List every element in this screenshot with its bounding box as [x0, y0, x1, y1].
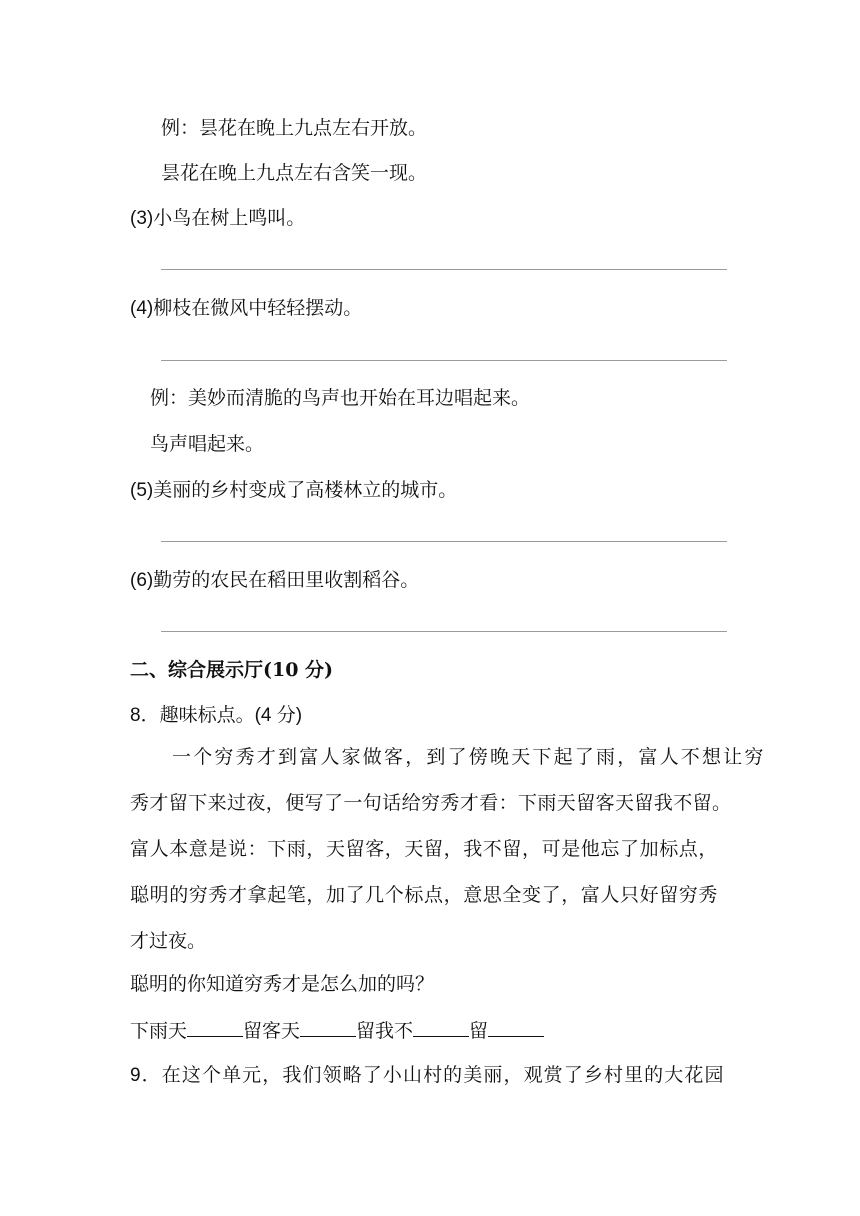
fill-text-4: 留: [469, 1020, 489, 1042]
question-number: (3): [130, 208, 154, 229]
question-text: 小鸟在树上鸣叫。: [153, 207, 306, 229]
question-9: [130, 1063, 725, 1088]
fill-blank-2[interactable]: [300, 1018, 356, 1037]
question-title: 趣味标点。: [159, 704, 255, 726]
question-text: 美丽的乡村变成了高楼林立的城市。: [153, 479, 458, 501]
example-label: 例：: [161, 117, 200, 139]
question-5: [130, 478, 457, 503]
passage-question: 聪明的你知道穷秀才是怎么加的吗？: [130, 973, 435, 995]
question-6: [130, 568, 419, 593]
example-sentence: 昙花在晚上九点左右开放。: [199, 117, 428, 139]
question-text: 勤劳的农民在稻田里收割稻谷。: [153, 569, 420, 591]
question-number: (5): [130, 480, 154, 501]
fill-blank-4[interactable]: [488, 1018, 544, 1037]
example-1-answer: 昙花在晚上九点左右含笑一现。: [161, 162, 428, 184]
example-2-answer: 鸟声唱起来。: [150, 433, 265, 455]
passage-line-3: 富人本意是说：下雨，天留客，天留，我不留，可是他忘了加标点，: [130, 838, 719, 860]
answer-line-6[interactable]: [161, 631, 727, 632]
section-heading-score: (10 分): [263, 659, 334, 681]
example-2: [150, 386, 530, 410]
section-heading-text: 二、综合展示厅: [130, 659, 264, 681]
question-number: (6): [130, 570, 154, 591]
question-score: (4 分): [254, 705, 303, 726]
passage-line-4: 聪明的穷秀才拿起笔，加了几个标点，意思全变了，富人只好留穷秀: [130, 884, 719, 906]
question-text: 柳枝在微风中轻轻摆动。: [153, 297, 363, 319]
passage-line-5: 才过夜。: [130, 930, 207, 952]
question-8: [130, 703, 302, 728]
fill-text-2: 留客天: [243, 1020, 301, 1042]
question-text: 在这个单元，我们领略了小山村的美丽，观赏了乡村里的大花园: [161, 1064, 725, 1086]
fill-blank-3[interactable]: [413, 1018, 469, 1037]
example-1: [161, 116, 427, 140]
answer-line-5[interactable]: [161, 541, 727, 542]
fill-in-sentence: [130, 1018, 544, 1043]
question-number: 8．: [130, 705, 160, 726]
question-number: 9．: [130, 1065, 162, 1086]
section-heading: [130, 658, 333, 682]
example-sentence: 美妙而清脆的鸟声也开始在耳边唱起来。: [188, 387, 531, 409]
question-3: [130, 206, 305, 231]
fill-text-3: 留我不: [356, 1020, 414, 1042]
answer-line-4[interactable]: [161, 360, 727, 361]
fill-text-1: 下雨天: [130, 1020, 188, 1042]
question-number: (4): [130, 298, 154, 319]
passage-line-2: 秀才留下来过夜，便写了一句话给穷秀才看：下雨天留客天留我不留。: [130, 792, 732, 814]
fill-blank-1[interactable]: [187, 1018, 243, 1037]
answer-line-3[interactable]: [161, 269, 727, 270]
example-label: 例：: [150, 387, 189, 409]
passage-line-1: 一个穷秀才到富人家做客，到了傍晚天下起了雨，富人不想让穷: [172, 746, 766, 768]
question-4: [130, 296, 362, 321]
